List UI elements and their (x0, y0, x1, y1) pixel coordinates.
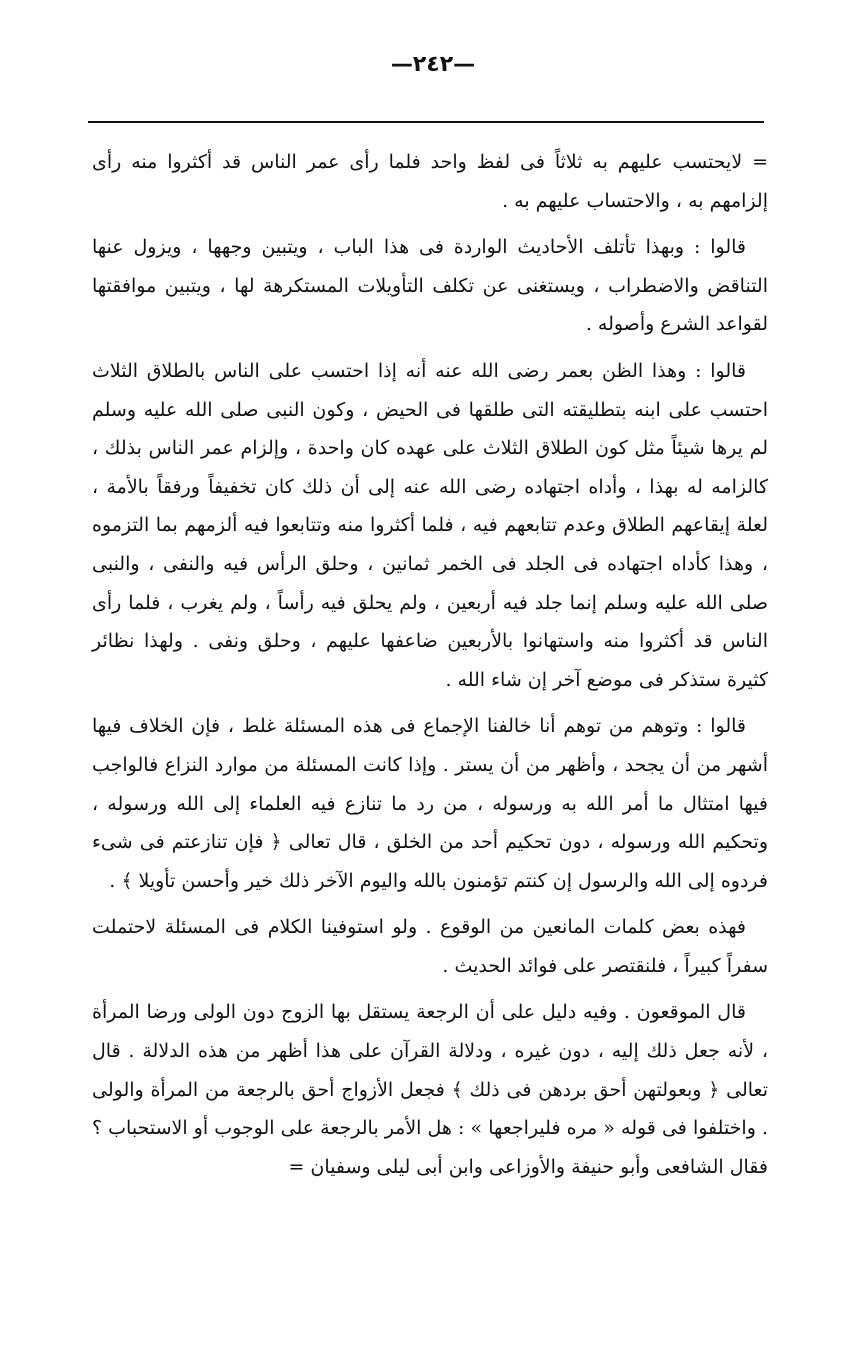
paragraph: قال الموقعون . وفيه دليل على أن الرجعة يستقل بها الزوج دون الولى ورضا المرأة ، لأنه جعل ذلك إليه ، دون غيره ، ودلالة القرآن على هذا أظهر من هذه الدلالة . قال تعالى ﴿ وبعولتهن أحق بردهن فى ذلك ﴾ فجعل الأزواج أحق بالرجعة من المرأة والولى . واختلفوا فى قوله « مره فليراجعها » : هل الأمر بالرجعة على الوجوب أو الاستحباب ؟ فقال الشافعى وأبو حنيفة والأوزاعى وابن أبى ليلى وسفيان = (92, 1001, 768, 1178)
paragraph: قالوا : وبهذا تأتلف الأحاديث الواردة فى هذا الباب ، ويتبين وجهها ، ويزول عنها التناقض والاضطراب ، ويستغنى عن تكلف التأويلات المستكرهة لها ، ويتبين موافقتها لقواعد الشرع وأصوله . (92, 236, 768, 336)
page-number: —٢٤٢— (390, 52, 476, 77)
paragraph: قالوا : وتوهم من توهم أنا خالفنا الإجماع فى هذه المسئلة غلط ، فإن الخلاف فيها أشهر من أن يجحد ، وأظهر من أن يستر . وإذا كانت المسئلة من موارد النزاع فالواجب فيها امتثال ما أمر الله به ورسوله ، من رد ما تنازع فيه العلماء إلى الله ورسوله ، وتحكيم الله ورسوله ، دون تحكيم أحد من الخلق ، قال تعالى ﴿ فإن تنازعتم فى شىء فردوه إلى الله والرسول إن كنتم تؤمنون بالله واليوم الآخر ذلك خير وأحسن تأويلا ﴾ . (92, 715, 768, 892)
paragraph: قالوا : وهذا الظن بعمر رضى الله عنه أنه إذا احتسب على الناس بالطلاق الثلاث احتسب على ابنه بتطليقته التى طلقها فى الحيض ، وكون النبى صلى الله عليه وسلم لم يرها شيئاً مثل كون الطلاق الثلاث على عهده كان واحدة ، وإلزام عمر الناس بذلك ، كالزامه له بهذا ، وأداه اجتهاده رضى الله عنه إلى أن ذلك كان تخفيفاً ورفقاً بالأمة ، لعلة إيقاعهم الطلاق وعدم تتابعهم فيه ، فلما أكثروا منه وتتابعوا فيه ألزمهم بما التزموه ، وهذا كأداه اجتهاده فى الجلد فى الخمر ثمانين ، وحلق الرأس فيه والنفى ، والنبى صلى الله عليه وسلم إنما جلد فيه أربعين ، ولم يحلق فيه رأساً ، ولم يغرب ، فلما رأى الناس قد أكثروا منه واستهانوا بالأربعين ضاعفها عليهم ، وحلق ونفى . ولهذا نظائر كثيرة ستذكر فى موضع آخر إن شاء الله . (92, 359, 768, 691)
paragraph: فهذه بعض كلمات المانعين من الوقوع . ولو استوفينا الكلام فى المسئلة لاحتملت سفراً كبيراً ، فلنقتصر على فوائد الحديث . (92, 916, 768, 977)
header-rule (88, 121, 764, 123)
paragraph-continuation: = لايحتسب عليهم به ثلاثاً فى لفظ واحد فلما رأى عمر الناس قد أكثروا منه رأى إلزامهم به ، والاحتساب عليهم به . (92, 151, 768, 212)
body-text (92, 143, 768, 1186)
